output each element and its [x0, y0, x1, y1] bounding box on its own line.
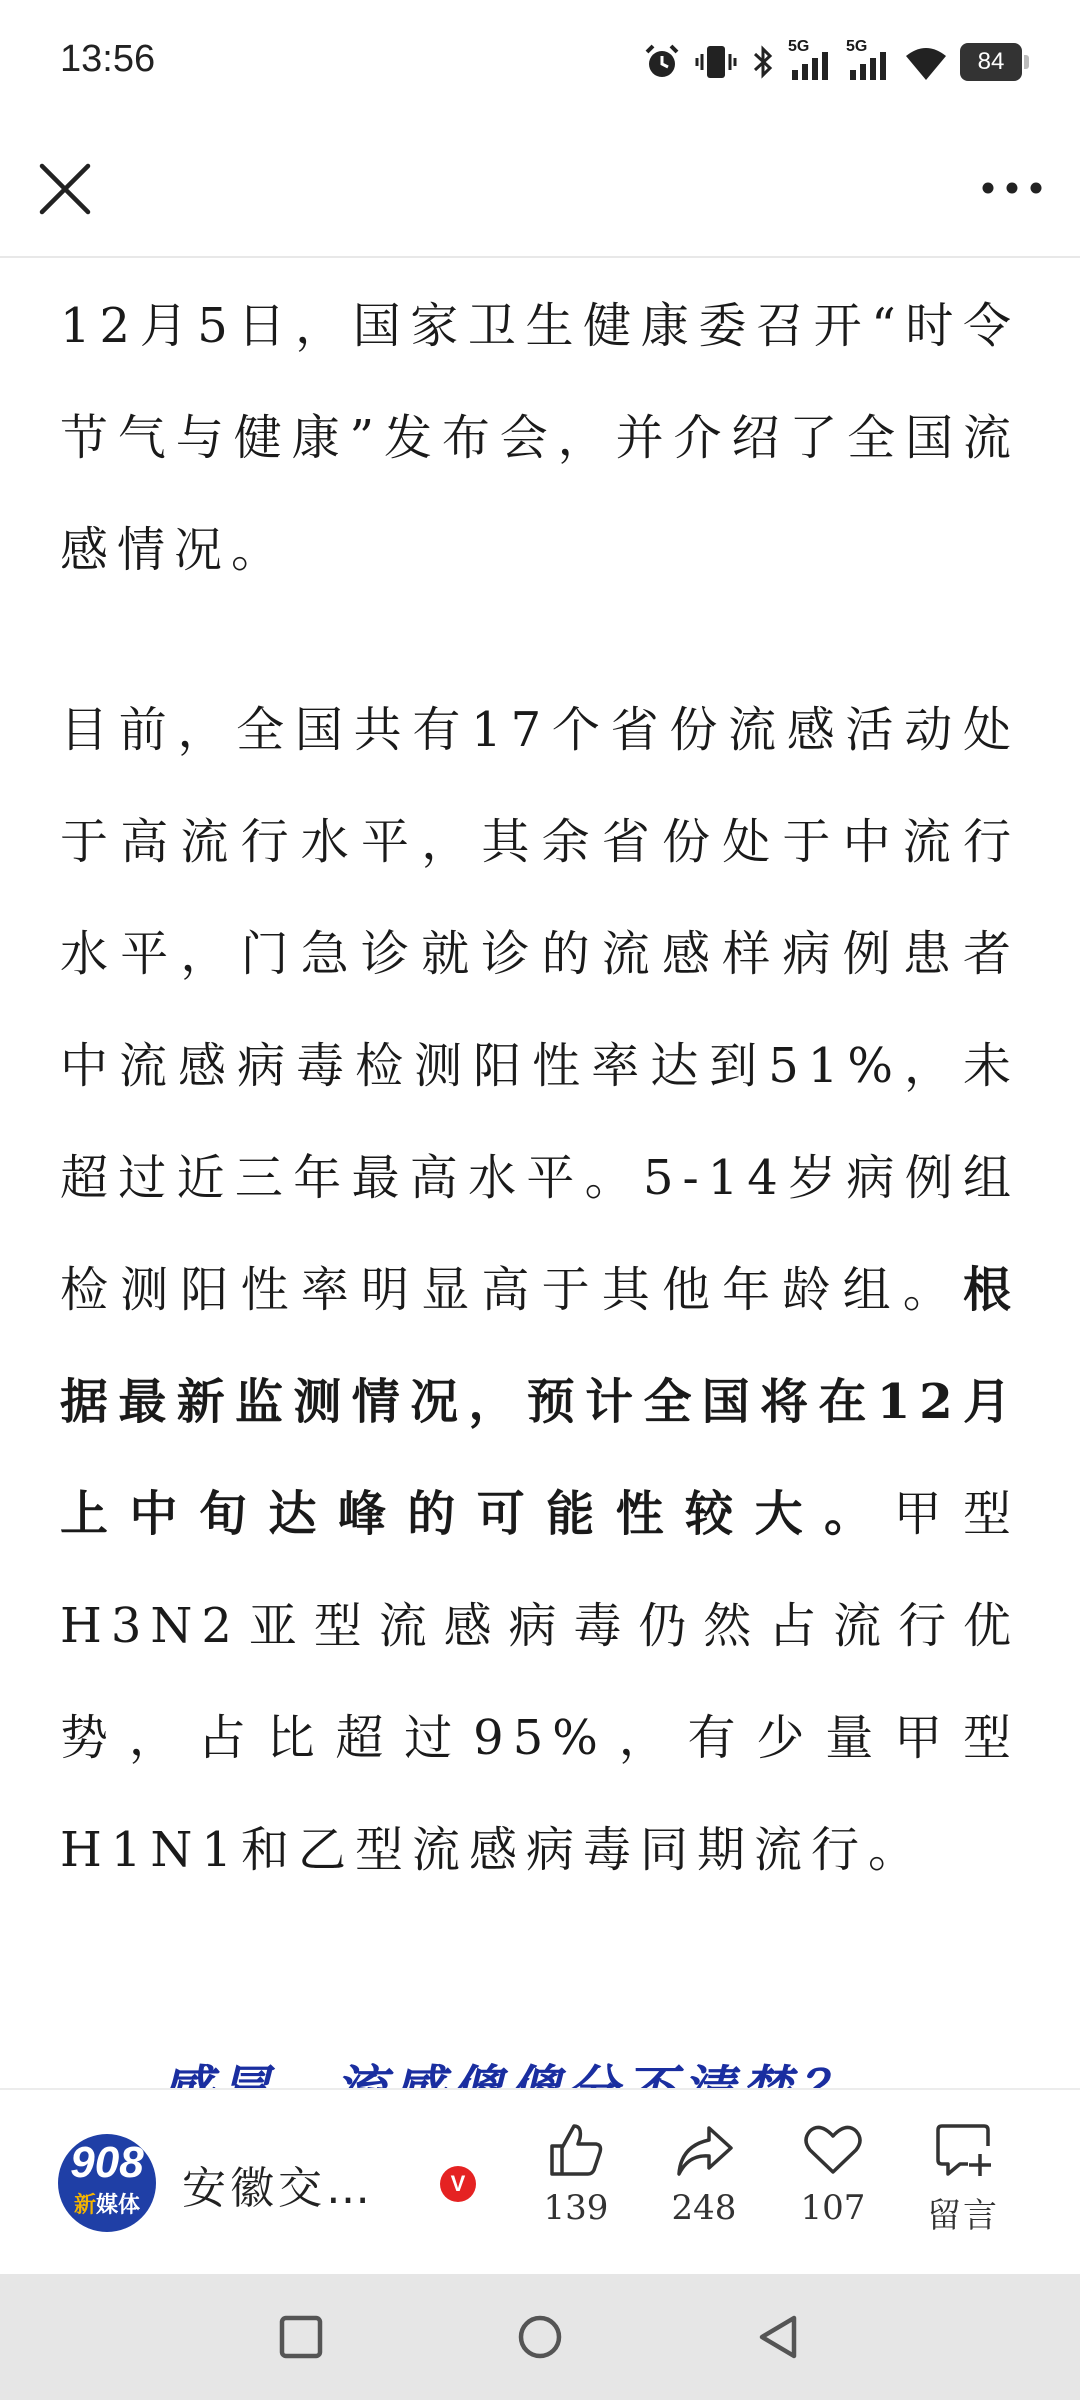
author-name[interactable]: 安徽交…: [182, 2163, 374, 2214]
status-icons: [642, 38, 1022, 86]
network-type-1: 5G: [788, 38, 810, 55]
paragraph-2-text-start: 目前，全国共有17个省份流感活动处于高流行水平，其余省份处于中流行水平，门急诊就诊的流感样病例患者中流感病毒检测阳性率达到51%，未超过近三年最高水平。5-14岁病例组检测阳性率明显高于其他年龄组。: [60, 702, 1020, 1318]
avatar-number: 908: [70, 2138, 144, 2187]
comment-button[interactable]: [908, 2120, 1018, 2237]
home-icon[interactable]: [515, 2312, 565, 2362]
favorite-count: 107: [800, 2188, 866, 2228]
status-time: 13:56: [60, 38, 156, 80]
comment-label: 留言: [927, 2196, 999, 2236]
avatar-text-a: 新: [73, 2193, 96, 2218]
like-button[interactable]: [521, 2120, 631, 2228]
top-bar: [0, 120, 1080, 258]
signal-1: [788, 38, 834, 82]
bottom-action-bar: [0, 2088, 1080, 2276]
network-type-2: 5G: [846, 38, 868, 55]
battery-level: 84: [977, 48, 1005, 75]
article-body: [60, 270, 1020, 1974]
avatar-text: [58, 2188, 156, 2219]
signal-2: [846, 38, 892, 82]
back-icon[interactable]: [754, 2312, 804, 2362]
verified-badge: V: [440, 2166, 476, 2202]
alarm-icon: [642, 42, 682, 82]
more-dots-icon[interactable]: [974, 160, 1050, 216]
status-bar: [0, 0, 1080, 120]
paragraph-2-text-end: 甲型H3N2亚型流感病毒仍然占流行优势，占比超过95%，有少量甲型H1N1和乙型流感病毒同期流行。: [60, 1486, 1020, 1878]
article-paragraph-1: 12月5日，国家卫生健康委召开“时令节气与健康”发布会，并介绍了全国流感情况。: [60, 298, 1020, 578]
share-button[interactable]: [649, 2120, 759, 2228]
recent-apps-icon[interactable]: [276, 2312, 326, 2362]
heart-icon: [802, 2120, 864, 2180]
vibrate-icon: [694, 42, 738, 82]
wifi-icon: [904, 42, 948, 82]
battery-icon: [960, 43, 1022, 81]
thumbs-up-icon: [546, 2120, 606, 2180]
favorite-button[interactable]: [778, 2120, 888, 2228]
comment-add-icon: [932, 2120, 994, 2180]
share-count: 248: [671, 2188, 737, 2228]
like-count: 139: [543, 2188, 609, 2228]
article-paragraph-2: [60, 674, 1020, 1906]
share-icon: [673, 2120, 735, 2180]
author-avatar[interactable]: [58, 2134, 156, 2232]
close-icon[interactable]: [34, 158, 96, 220]
bluetooth-icon: [750, 42, 776, 82]
system-nav-bar: [0, 2274, 1080, 2400]
paragraph-2-bold-text: 根据最新监测情况，预计全国将在12月上中旬达峰的可能性较大。: [60, 1262, 1020, 1542]
avatar-text-b: 媒体: [96, 2193, 141, 2218]
